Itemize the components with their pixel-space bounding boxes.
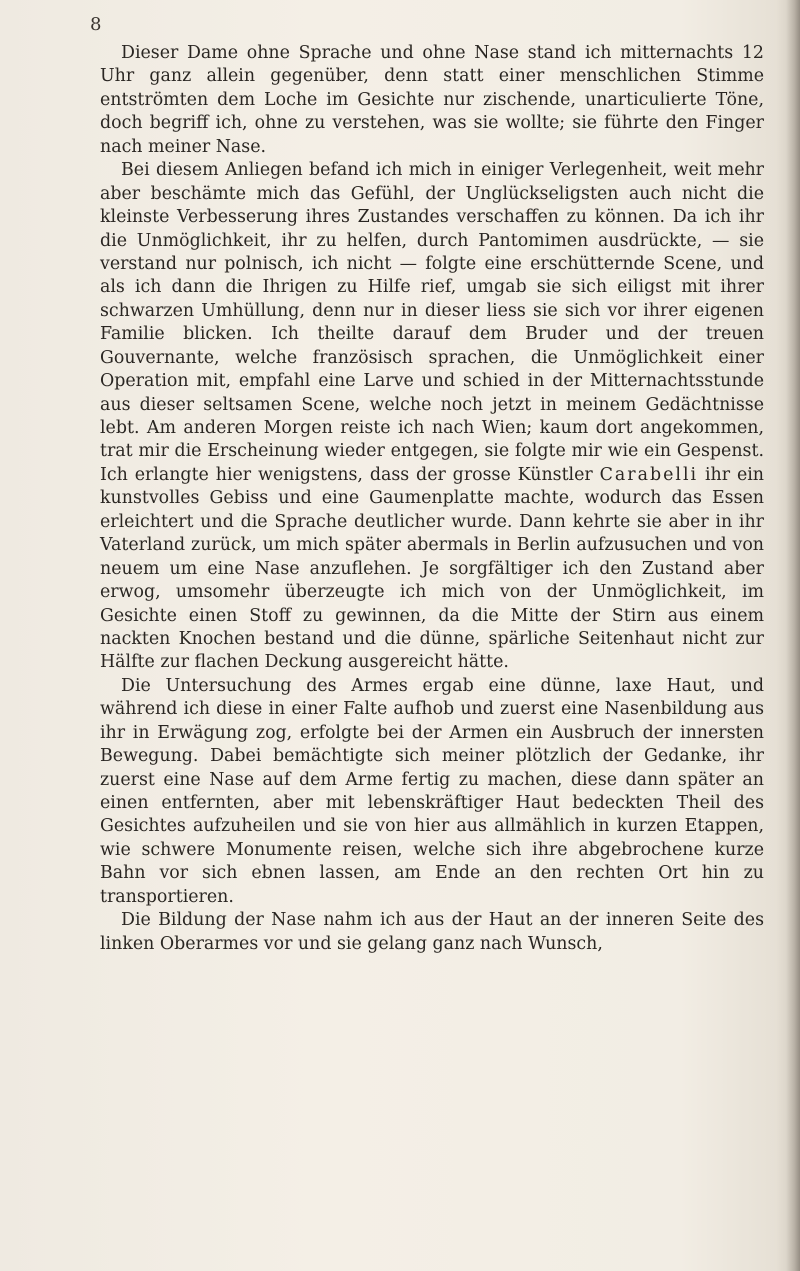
paragraph: [100, 909, 764, 956]
paragraph-text: Die Untersuchung des Armes ergab eine dünne, laxe Haut, und während ich diese in einer Falte aufhob und zuerst eine Nasenbildung aus ihr in Erwägung zog, erfolgte bei der Armen ein Ausbruch der innersten Bewegung. Dabei bemächtigte sich meiner plötzlich der Gedanke, ihr zuerst eine Nase auf dem Arme fertig zu machen, diese dann später an einen entfernten, aber mit lebenskräftiger Haut bedeckten Theil des Gesichtes aufzuheilen und sie von hier aus allmählich in kurzen Etappen, wie schwere Monumente reisen, welche sich ihre abgebrochene kurze Bahn vor sich ebnen lassen, am Ende an den rechten Ort hin zu transportieren.: [100, 675, 764, 907]
paragraph-text: Bei diesem Anliegen befand ich mich in einiger Verlegenheit, weit mehr aber beschämte mich das Gefühl, der Unglückseligsten auch nicht die kleinste Verbesserung ihres Zustandes verschaffen zu können. Da ich ihr die Unmöglichkeit, ihr zu helfen, durch Pantomimen ausdrückte, — sie verstand nur polnisch, ich nicht — folgte eine erschütternde Scene, und als ich dann die Ihrigen zu Hilfe rief, umgab sie sich eiligst mit ihrer schwarzen Umhüllung, denn nur in dieser liess sie sich vor ihrer eigenen Familie blicken. Ich theilte darauf dem Bruder und der treuen Gouvernante, welche französisch sprachen, die Unmöglichkeit einer Operation mit, empfahl eine Larve und schied in der Mitternachtsstunde aus dieser seltsamen Scene, welche noch jetzt in meinem Gedächtnisse lebt. Am anderen Morgen reiste ich nach Wien; kaum dort angekommen, trat mir die Erscheinung wieder entgegen, sie folgte mir wie ein Gespenst. Ich erlangte hier wenigstens, dass der grosse Künstler: [100, 160, 764, 485]
paragraph-text: ihr ein kunstvolles Gebiss und eine Gaumenplatte machte, wodurch das Essen erleichtert und die Sprache deutlicher wurde. Dann kehrte sie aber in ihr Vaterland zurück, um mich später abermals in Berlin aufzusuchen und von neuem um eine Nase anzuflehen. Je sorgfältiger ich den Zustand aber erwog, umsomehr überzeugte ich mich von der Unmöglichkeit, im Gesichte einen Stoff zu gewinnen, da die Mitte der Stirn aus einem nackten Knochen bestand und die dünne, spärliche Seitenhaut nicht zur Hälfte zur flachen Deckung ausgereicht hätte.: [100, 464, 765, 673]
paragraph: [100, 42, 764, 159]
emphasized-name: Carabelli: [599, 464, 699, 485]
paragraph-text: Dieser Dame ohne Sprache und ohne Nase stand ich mitternachts 12 Uhr ganz allein gegenüber, denn statt einer menschlichen Stimme entströmten dem Loche im Gesichte nur zischende, unarticulierte Töne, doch begriff ich, ohne zu verstehen, was sie wollte; sie führte den Finger nach meiner Nase.: [100, 43, 764, 157]
page-edge-shadow: [786, 0, 800, 1271]
paragraph: [100, 675, 764, 909]
body-text: [100, 42, 764, 956]
paragraph: [100, 159, 764, 675]
paragraph-text: Die Bildung der Nase nahm ich aus der Haut an der inneren Seite des linken Oberarmes vor und sie gelang ganz nach Wunsch,: [100, 910, 764, 954]
page-number: 8: [90, 14, 102, 35]
